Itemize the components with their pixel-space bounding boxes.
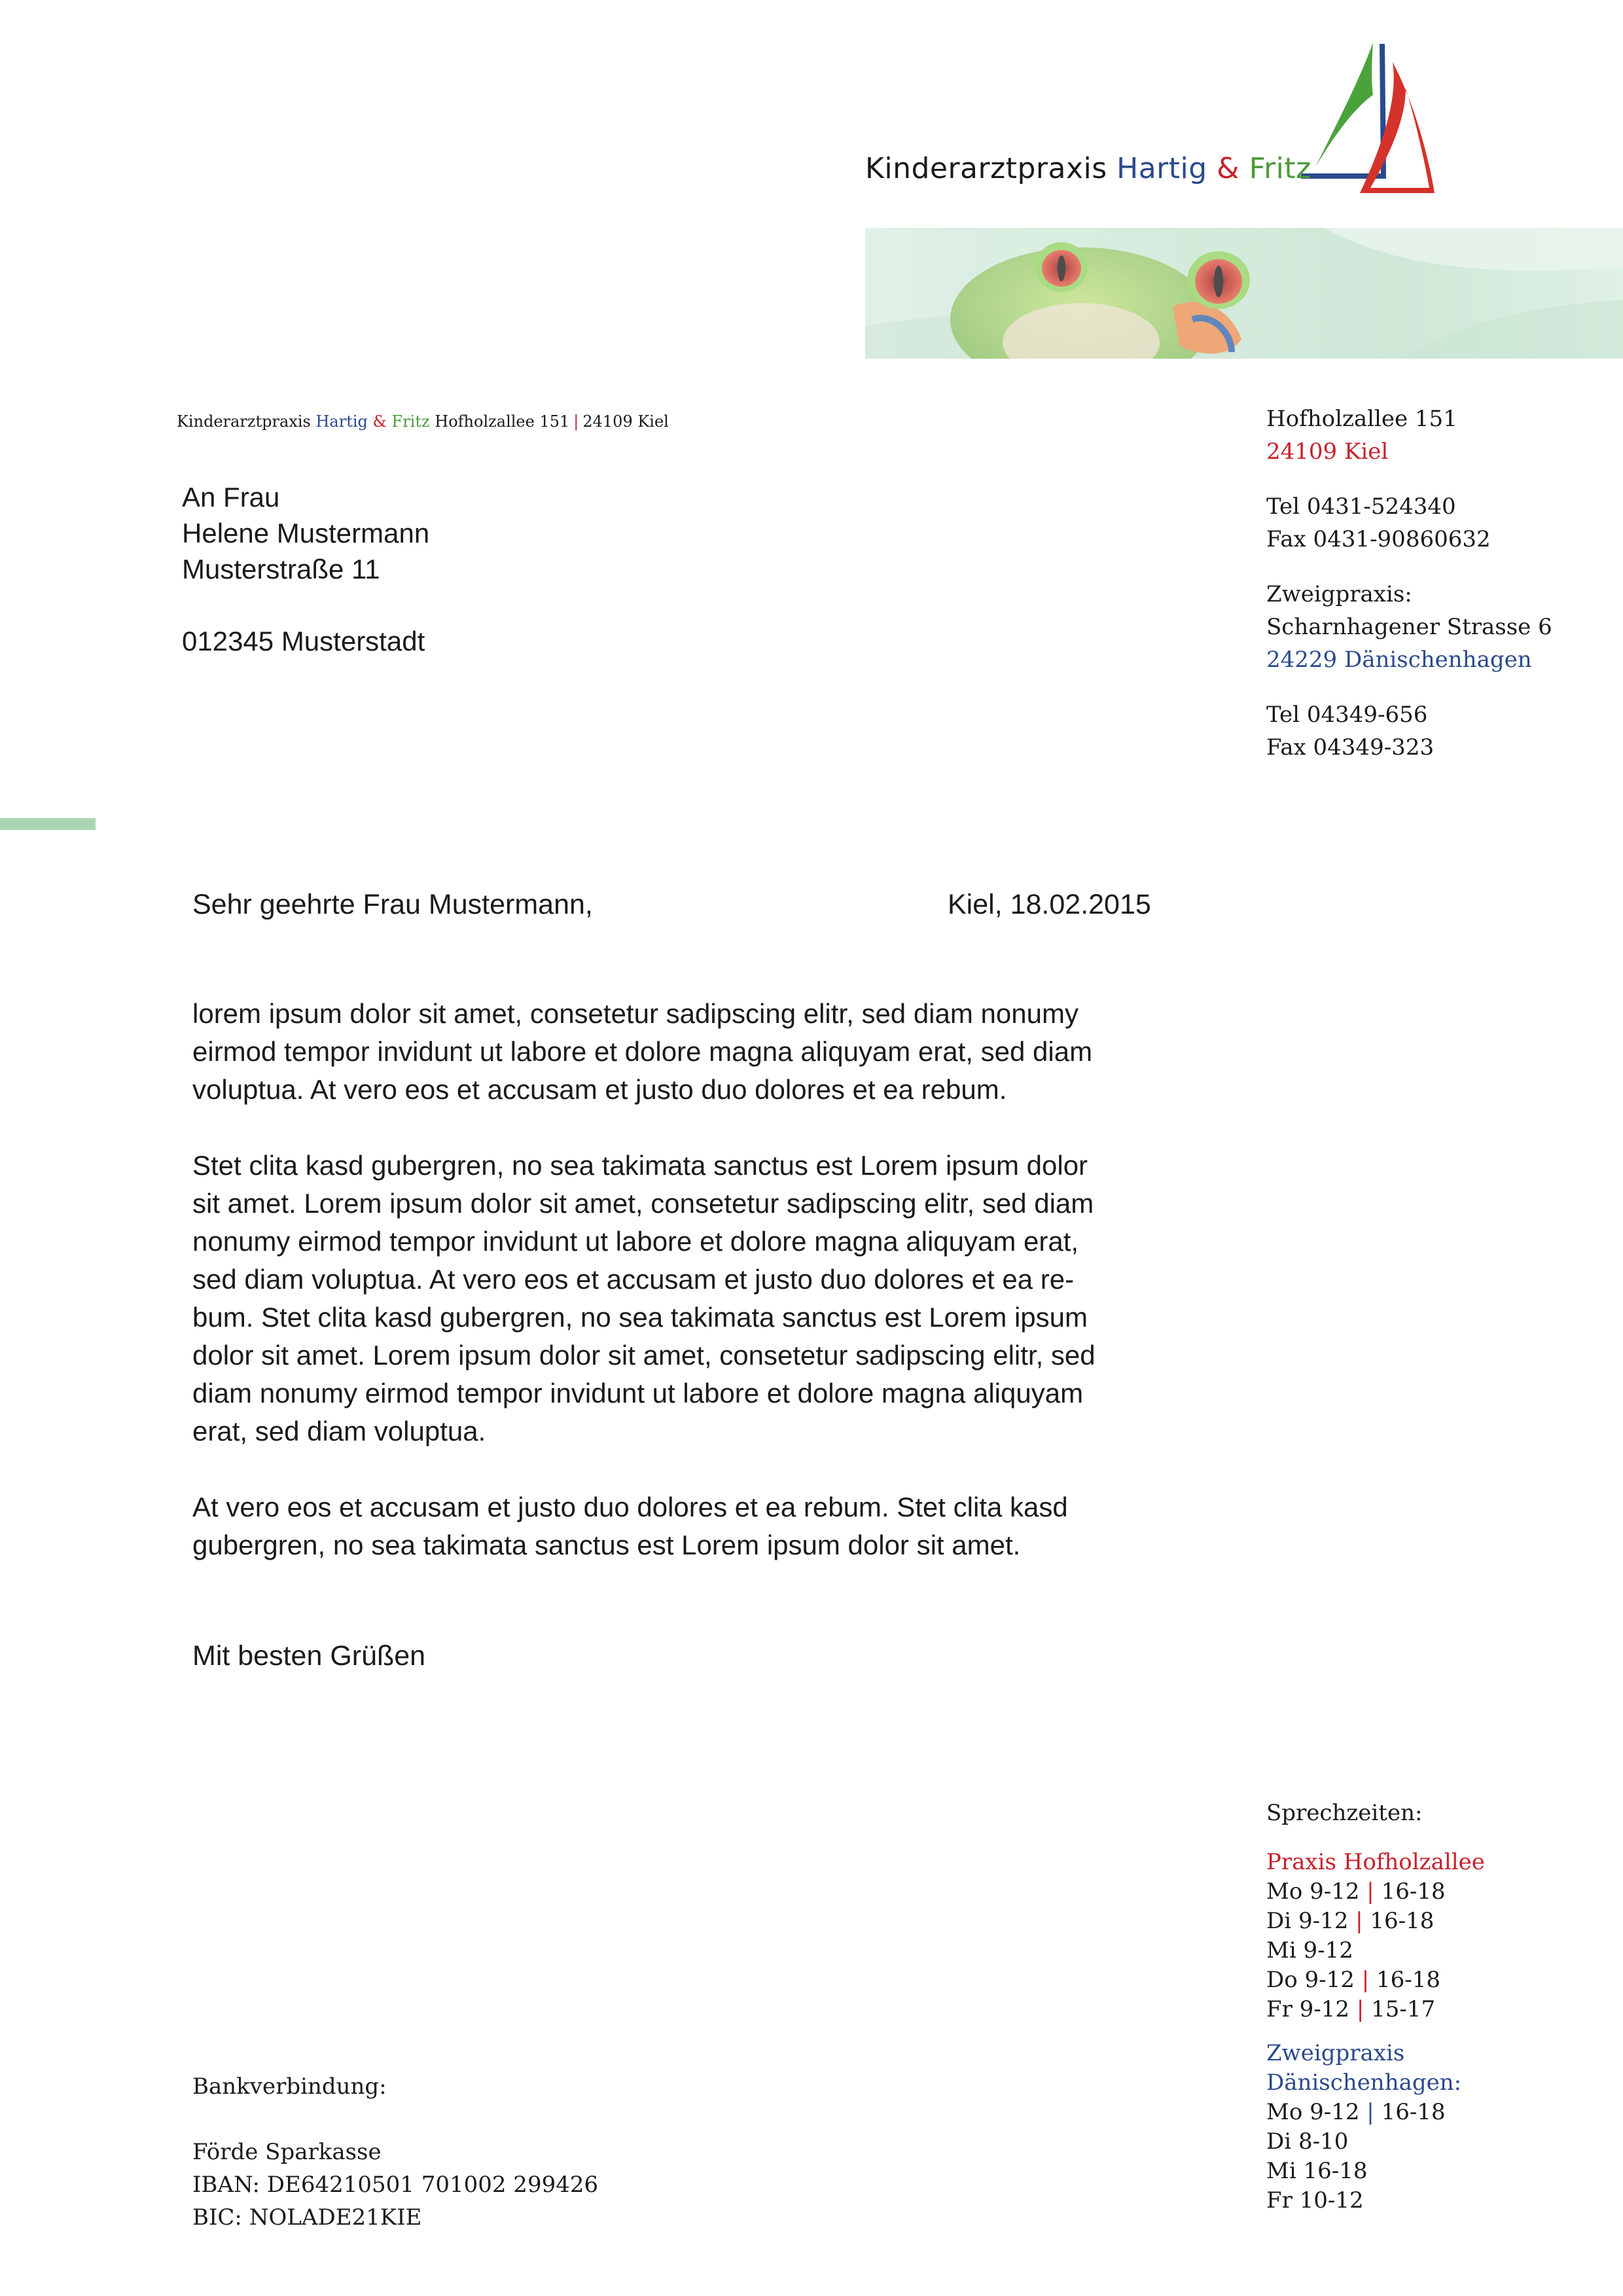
hours-afternoon: 16-18 bbox=[1376, 1967, 1441, 1993]
paragraph-3 bbox=[192, 1488, 1194, 1564]
paragraph-2 bbox=[192, 1147, 1194, 1450]
hours-row bbox=[1266, 1965, 1485, 1995]
sender-city: 24109 Kiel bbox=[582, 412, 669, 431]
body-line: lorem ipsum dolor sit amet, consetetur sadipscing elitr, sed diam nonumy bbox=[192, 998, 1079, 1029]
hours-day: Mo 9-12 bbox=[1266, 1878, 1360, 1905]
hours-day: Mo 9-12 bbox=[1266, 2099, 1360, 2125]
fold-mark-bar bbox=[0, 818, 96, 830]
branch-tel: Tel 04349-656 bbox=[1266, 702, 1428, 728]
bank-bic: BIC: NOLADE21KIE bbox=[192, 2204, 422, 2231]
body-line: sed diam voluptua. At vero eos et accusam et justo duo dolores et ea re- bbox=[192, 1264, 1075, 1295]
hours-title: Sprechzeiten: bbox=[1266, 1800, 1423, 1826]
sender-name-fritz: Fritz bbox=[391, 412, 430, 431]
hours-day: Mi 9-12 bbox=[1266, 1937, 1353, 1964]
brand-name-fritz: Fritz bbox=[1249, 152, 1311, 185]
branch-fax: Fax 04349-323 bbox=[1266, 734, 1435, 761]
body-line: gubergren, no sea takimata sanctus est Lorem ipsum dolor sit amet. bbox=[192, 1530, 1021, 1560]
sender-prefix: Kinderarztpraxis bbox=[177, 412, 311, 431]
brand-name-hartig: Hartig bbox=[1116, 152, 1207, 185]
hours-day: Fr 9-12 bbox=[1266, 1996, 1350, 2022]
hours-row: Mi 16-18 bbox=[1266, 2158, 1368, 2184]
branch-city: 24229 Dänischenhagen bbox=[1266, 647, 1532, 673]
hours-afternoon: 16-18 bbox=[1381, 2099, 1446, 2125]
hours-separator: | bbox=[1355, 1908, 1363, 1934]
hours-afternoon: 15-17 bbox=[1371, 1996, 1436, 2022]
branch-hours-label-1: Zweigpraxis bbox=[1266, 2040, 1405, 2066]
contact-street: Hofholzallee 151 bbox=[1266, 406, 1457, 432]
contact-tel: Tel 0431-524340 bbox=[1266, 493, 1456, 520]
contact-city: 24109 Kiel bbox=[1266, 439, 1389, 465]
body-line: erat, sed diam voluptua. bbox=[192, 1416, 486, 1446]
hours-row bbox=[1266, 1877, 1485, 1907]
letter-date: Kiel, 18.02.2015 bbox=[948, 889, 1151, 920]
sender-ampersand: & bbox=[372, 412, 387, 431]
body-line: sit amet. Lorem ipsum dolor sit amet, consetetur sadipscing elitr, sed diam bbox=[192, 1188, 1094, 1219]
sender-street: Hofholzallee 151 bbox=[435, 412, 570, 431]
body-line: nonumy eirmod tempor invidunt ut labore et dolore magna aliquyam erat, bbox=[192, 1226, 1079, 1257]
recipient-line-3: Musterstraße 11 bbox=[182, 554, 380, 584]
closing: Mit besten Grüßen bbox=[192, 1640, 426, 1672]
hours-separator: | bbox=[1361, 1967, 1370, 1993]
practice-name bbox=[865, 152, 1311, 185]
hours-afternoon: 16-18 bbox=[1370, 1908, 1435, 1934]
hours-separator: | bbox=[1366, 2099, 1374, 2125]
hours-row bbox=[1266, 1995, 1485, 2024]
opening-hours bbox=[1266, 1799, 1485, 2215]
hours-day: Di 9-12 bbox=[1266, 1908, 1349, 1934]
recipient-line-1: An Frau bbox=[182, 482, 280, 512]
contact-block bbox=[1266, 403, 1552, 764]
bank-name: Förde Sparkasse bbox=[192, 2139, 382, 2165]
body-line: dolor sit amet. Lorem ipsum dolor sit amet, consetetur sadipscing elitr, sed bbox=[192, 1340, 1096, 1371]
hours-row: Di 8-10 bbox=[1266, 2128, 1349, 2155]
hours-afternoon: 16-18 bbox=[1381, 1878, 1446, 1905]
bank-label: Bankverbindung: bbox=[192, 2073, 387, 2100]
salutation: Sehr geehrte Frau Mustermann, bbox=[192, 889, 593, 920]
hours-day: Do 9-12 bbox=[1266, 1967, 1355, 1993]
letter-body bbox=[192, 995, 1194, 1602]
hours-separator: | bbox=[1356, 1996, 1364, 2022]
branch-street: Scharnhagener Strasse 6 bbox=[1266, 614, 1552, 640]
body-line: eirmod tempor invidunt ut labore et dolore magna aliquyam erat, sed diam bbox=[192, 1036, 1093, 1067]
body-line: bum. Stet clita kasd gubergren, no sea takimata sanctus est Lorem ipsum bbox=[192, 1302, 1088, 1333]
sender-separator: | bbox=[573, 412, 579, 431]
branch-hours-label-2: Dänischenhagen: bbox=[1266, 2070, 1462, 2096]
tree-frog-banner bbox=[865, 228, 1623, 359]
hours-row: Fr 10-12 bbox=[1266, 2187, 1364, 2214]
body-line: voluptua. At vero eos et accusam et justo duo dolores et ea rebum. bbox=[192, 1074, 1007, 1105]
body-line: At vero eos et accusam et justo duo dolores et ea rebum. Stet clita kasd bbox=[192, 1492, 1068, 1522]
sender-return-address bbox=[177, 412, 669, 431]
bank-details bbox=[192, 2070, 598, 2234]
branch-label: Zweigpraxis: bbox=[1266, 581, 1412, 607]
hours-row bbox=[1266, 1936, 1485, 1965]
recipient-address bbox=[182, 479, 429, 659]
bank-iban: IBAN: DE64210501 701002 299426 bbox=[192, 2172, 599, 2198]
sailboat-logo-icon bbox=[1289, 36, 1440, 206]
brand-ampersand: & bbox=[1217, 152, 1240, 185]
contact-fax: Fax 0431-90860632 bbox=[1266, 526, 1491, 552]
main-practice-label: Praxis Hofholzallee bbox=[1266, 1849, 1485, 1875]
hours-row bbox=[1266, 2098, 1485, 2127]
brand-prefix: Kinderarztpraxis bbox=[865, 152, 1107, 185]
sender-name-hartig: Hartig bbox=[315, 412, 368, 431]
recipient-line-2: Helene Mustermann bbox=[182, 518, 430, 548]
recipient-line-4: 012345 Musterstadt bbox=[182, 626, 425, 656]
hours-separator: | bbox=[1366, 1878, 1374, 1905]
paragraph-1 bbox=[192, 995, 1194, 1109]
body-line: Stet clita kasd gubergren, no sea takimata sanctus est Lorem ipsum dolor bbox=[192, 1150, 1088, 1181]
body-line: diam nonumy eirmod tempor invidunt ut labore et dolore magna aliquyam bbox=[192, 1378, 1084, 1408]
hours-row bbox=[1266, 1907, 1485, 1936]
